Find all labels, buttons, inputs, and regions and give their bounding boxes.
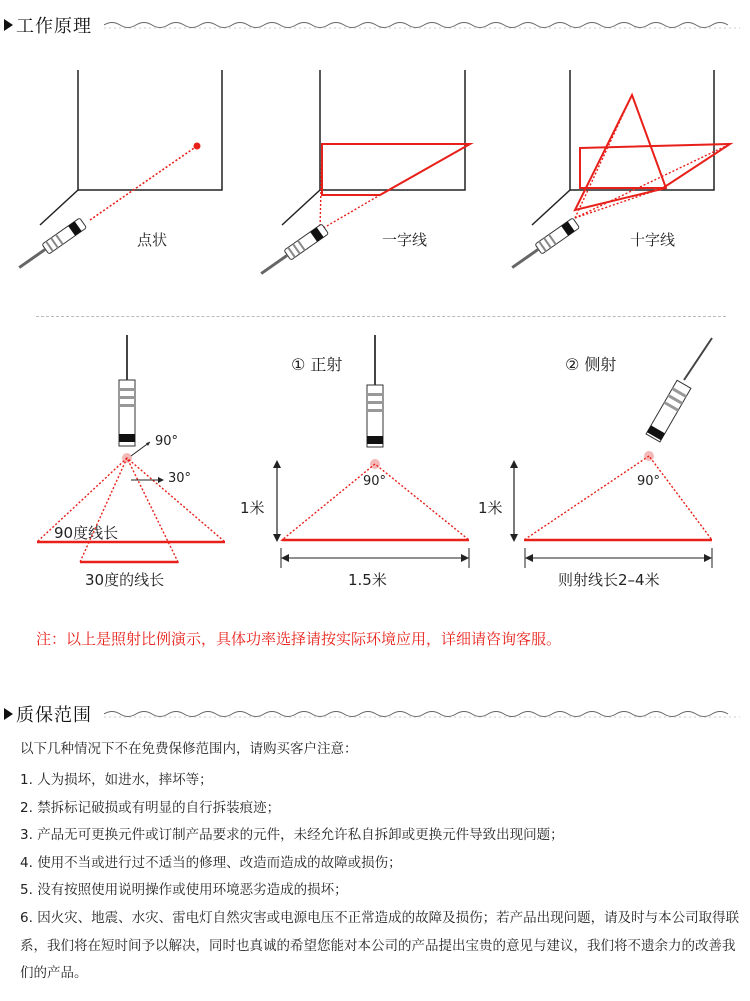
red-note: 注：以上是照射比例演示，具体功率选择请按实际环境应用，详细请咨询客服。 [36, 630, 562, 648]
front-angle-label: 90° [363, 474, 387, 489]
principle-diagrams [0, 60, 750, 310]
decorative-wave-divider [104, 707, 740, 721]
line-90-label: 90度线长 [54, 524, 119, 542]
warranty-list [20, 767, 740, 988]
line-label: 一字线 [382, 231, 428, 249]
section-divider [36, 316, 726, 317]
list-item: 1. 人为损坏，如进水，摔坏等； [20, 772, 213, 788]
projection-diagrams [0, 330, 750, 600]
angle-30-label: 30° [168, 471, 192, 486]
section-title: 工作原理 [16, 16, 92, 37]
warranty-intro: 以下几种情况下不在免费保修范围内，请购买客户注意： [20, 741, 358, 757]
list-item: 4. 使用不当或进行过不适当的修理、改造而造成的故障或损伤； [20, 854, 402, 871]
list-item: 6. 因火灾、地震、水灾、雷电灯自然灾害或电源电压不正常造成的故障及损伤；若产品出现问题，请及时与本公司取得联系，我们将在短时间予以解决，同时也真诚的希望您能对本公司的产品提出宝贵的意见与建议，我们将不遗余力的改善我们的产品。 [20, 909, 740, 982]
section-title: 质保范围 [16, 705, 92, 726]
decorative-wave-divider [104, 18, 740, 32]
side-height-label: 1米 [478, 499, 503, 517]
line-diagram [258, 70, 470, 278]
point-label: 点状 [137, 231, 168, 249]
list-item: 3. 产品无可更换元件或订制产品要求的元件，未经允许私自拆卸或更换元件导致出现问题； [20, 827, 564, 844]
cross-label: 十字线 [630, 231, 676, 249]
side-width-label: 则射线长2–4米 [558, 571, 660, 589]
front-height-label: 1米 [240, 499, 265, 517]
triangle-bullet-icon [4, 708, 13, 720]
side-title: ② 侧射 [565, 355, 617, 374]
triangle-bullet-icon [4, 19, 13, 31]
line-30-label: 30度的线长 [85, 571, 165, 589]
cross-diagram [509, 70, 730, 272]
section-header-warranty [4, 701, 92, 727]
side-angle-label: 90° [637, 474, 661, 489]
front-width-label: 1.5米 [348, 571, 387, 589]
list-item: 2. 禁拆标记破损或有明显的自行拆装痕迹； [20, 799, 281, 816]
front-title: ① 正射 [291, 355, 343, 374]
angle-90-label: 90° [155, 434, 179, 449]
point-diagram [16, 70, 222, 272]
list-item: 5. 没有按照使用说明操作或使用环境恶劣造成的损坏； [20, 882, 348, 899]
section-header-principle [4, 12, 92, 38]
